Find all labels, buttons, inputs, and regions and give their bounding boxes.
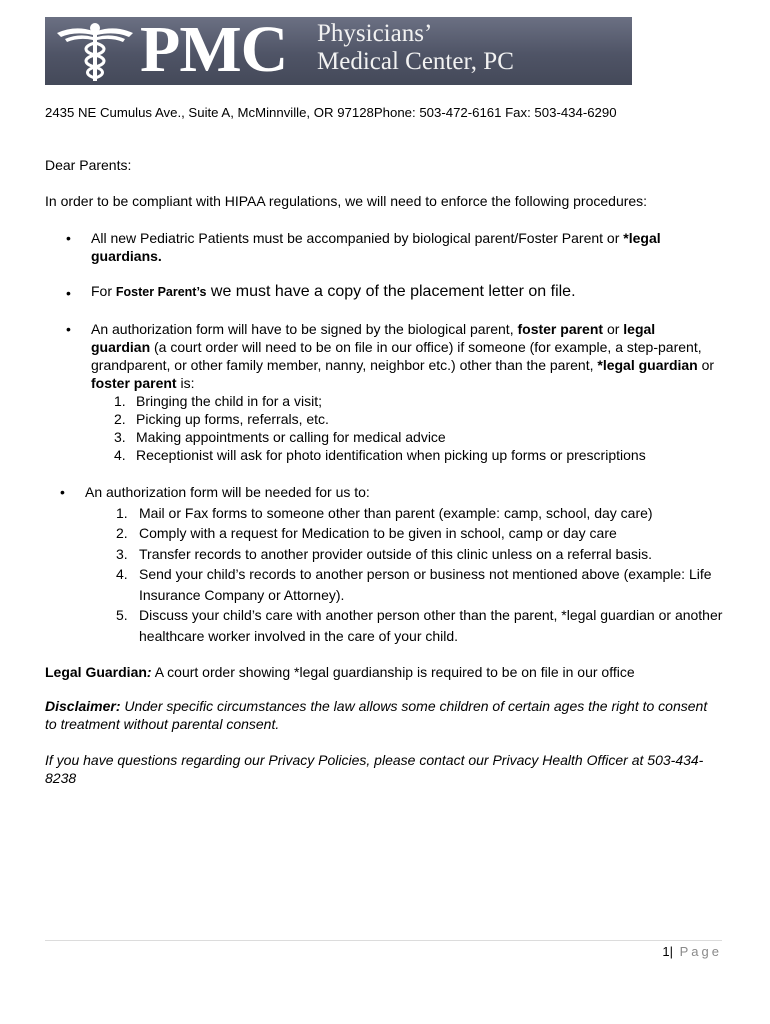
- list-number: 1.: [114, 393, 126, 409]
- bullet-item-foster: [66, 282, 721, 301]
- bullet-dot: •: [60, 484, 65, 500]
- page-word: Page: [673, 944, 722, 959]
- list-number: 2.: [114, 411, 126, 427]
- list-number: 4.: [116, 566, 128, 582]
- text-run: or: [603, 321, 624, 337]
- list-number: 3.: [116, 545, 128, 562]
- bullet-list-4: [60, 482, 725, 646]
- legal-guardian-note: [45, 663, 725, 681]
- list-text: Comply with a request for Medication to be given in school, camp or day care: [139, 525, 617, 541]
- list-item: [114, 392, 715, 410]
- questions-note: If you have questions regarding our Privacy Policies, please contact our Privacy Health Officer at 503-434-8238: [45, 752, 704, 786]
- bold-run: foster parent: [517, 321, 604, 337]
- list-item: [114, 428, 715, 446]
- text-run: or: [697, 357, 715, 373]
- bullet-list-2: [66, 282, 721, 301]
- list-item: [116, 523, 724, 544]
- page-num: 1: [662, 944, 670, 959]
- text-run: is:: [176, 375, 195, 391]
- caduceus-icon: [55, 19, 135, 83]
- logo-name-line1: Physicians’: [317, 20, 433, 47]
- bold-run: foster parent: [91, 375, 177, 391]
- list-text: Receptionist will ask for photo identification when picking up forms or prescriptions: [136, 447, 646, 463]
- list-item: [116, 503, 724, 524]
- list-number: 1.: [116, 504, 128, 521]
- bullet-text: we must have a copy of the placement letter on file.: [206, 283, 576, 300]
- list-text: Send your child’s records to another person or business not mentioned above (example: Life Insurance Company or Attorney).: [139, 566, 712, 603]
- list-number: 5.: [116, 607, 128, 623]
- bullet-list-3: [66, 320, 715, 464]
- numbered-list-4: [116, 503, 724, 647]
- logo-name-line2: Medical Center, PC: [317, 48, 514, 75]
- address-line: 2435 NE Cumulus Ave., Suite A, McMinnville, OR 97128Phone: 503-472-6161 Fax: 503-434-6290: [45, 105, 617, 120]
- text-run: (a court order will need to be on file in our office) if someone (for example, a step-parent, grandparent, or other family member, nanny, neighbor etc.) other than the parent,: [91, 339, 702, 373]
- list-number: 2.: [116, 525, 128, 541]
- bullet-prefix: For: [91, 283, 116, 299]
- pmc-logo: [45, 13, 632, 86]
- list-text: Making appointments or calling for medical advice: [136, 429, 446, 445]
- page-number: [662, 944, 722, 959]
- bold-run: *legal guardian: [597, 357, 698, 373]
- list-text: Picking up forms, referrals, etc.: [136, 411, 329, 427]
- list-number: 4.: [114, 447, 126, 463]
- list-text: Discuss your child’s care with another person other than the parent, *legal guardian or another healthcare worker involved in the care of your child.: [139, 607, 723, 644]
- list-item: [114, 446, 715, 464]
- disclaimer-label: Disclaimer:: [45, 698, 121, 714]
- disclaimer: [45, 697, 720, 733]
- bullet-text: An authorization form will be needed for us to:: [85, 484, 370, 500]
- bullet-item-accompany: [66, 229, 721, 265]
- legal-text: A court order showing *legal guardianship is required to be on file in our office: [151, 664, 635, 680]
- list-item: [116, 544, 724, 565]
- bullet-list-1: [66, 229, 721, 265]
- disclaimer-text: Under specific circumstances the law allows some children of certain ages the right to consent to treatment without parental consent.: [45, 698, 708, 732]
- list-item: [114, 410, 715, 428]
- legal-label: Legal Guardian: [45, 664, 147, 680]
- logo-name: [317, 20, 514, 76]
- text-run: An authorization form will have to be signed by the biological parent,: [91, 321, 518, 337]
- legal-colon: :: [146, 664, 152, 680]
- bullet-text: All new Pediatric Patients must be accompanied by biological parent/Foster Parent or: [91, 230, 624, 246]
- bullet-bold: Foster Parent’s: [115, 285, 207, 299]
- greeting: Dear Parents:: [45, 157, 132, 173]
- page-sep: |: [669, 944, 674, 959]
- intro-paragraph: In order to be compliant with HIPAA regulations, we will need to enforce the following procedures:: [45, 193, 648, 209]
- bullet-bold: *legal guardians.: [91, 230, 661, 264]
- bullet-dot: •: [66, 285, 71, 301]
- list-text: Bringing the child in for a visit;: [136, 393, 322, 409]
- bullet-item-authorization: [66, 320, 715, 464]
- footer-divider: [45, 940, 722, 941]
- list-item: [116, 564, 724, 605]
- list-text: Mail or Fax forms to someone other than parent (example: camp, school, day care): [139, 504, 653, 521]
- bullet-dot: •: [66, 230, 71, 246]
- bullet-item-authorization-needed: [60, 482, 725, 646]
- list-text: Transfer records to another provider outside of this clinic unless on a referral basis.: [139, 545, 653, 562]
- bullet-dot: •: [66, 321, 71, 337]
- logo-abbrev: PMC: [140, 13, 288, 86]
- bold-run: legal guardian: [91, 321, 656, 355]
- list-item: [116, 605, 724, 646]
- numbered-list-3: [114, 392, 715, 464]
- list-number: 3.: [114, 429, 126, 445]
